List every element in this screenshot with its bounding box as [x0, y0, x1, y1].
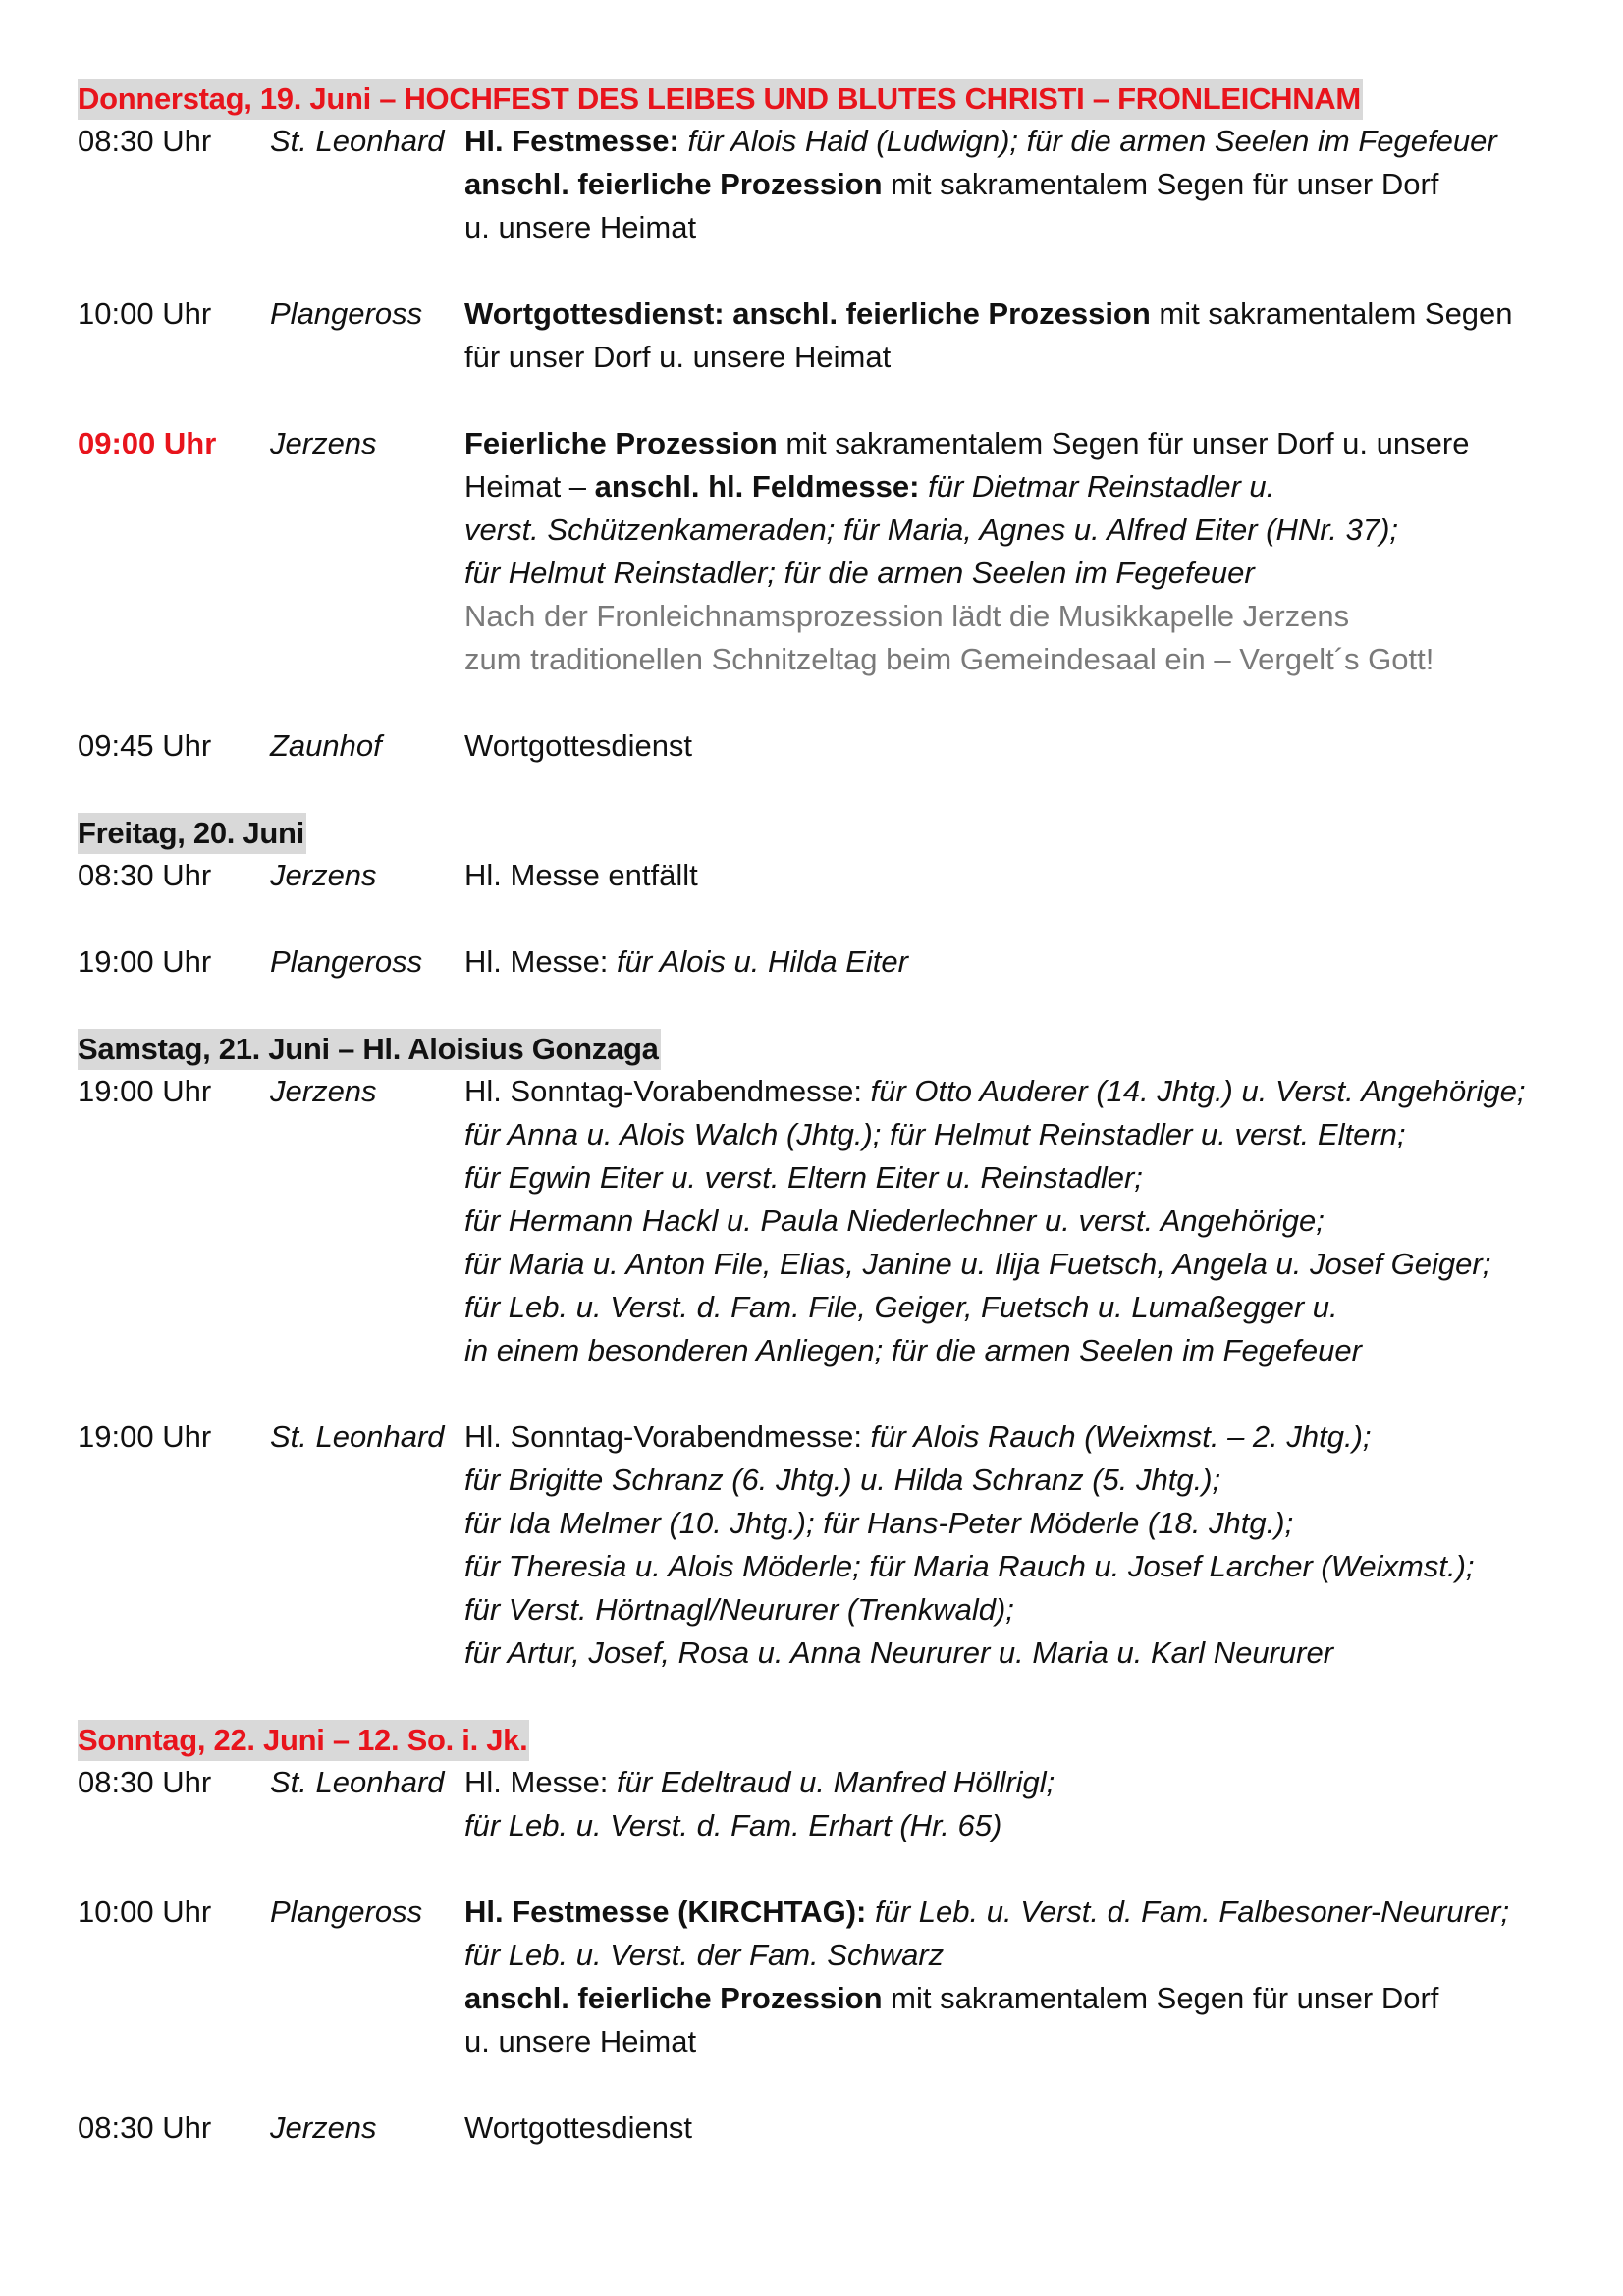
service-entry — [78, 1070, 1590, 1372]
text-segment: anschl. feierliche Prozession — [464, 1981, 883, 2015]
service-time: 08:30 Uhr — [78, 1765, 212, 1799]
text-segment: zum traditionellen Schnitzeltag beim Gemeindesaal ein – Vergelt´s Gott! — [464, 642, 1434, 676]
day-section — [78, 1029, 1590, 1675]
text-segment: für Leb. u. Verst. d. Fam. Erhart (Hr. 65) — [464, 1808, 1002, 1842]
text-segment: Hl. Messe: — [464, 944, 618, 979]
description-line — [464, 552, 1590, 595]
service-entry — [78, 1761, 1590, 1847]
service-location: Jerzens — [270, 426, 377, 460]
text-segment: Hl. Sonntag-Vorabendmesse: — [464, 1419, 871, 1454]
day-header-row — [78, 1029, 1590, 1070]
description-line — [464, 422, 1590, 465]
description-line — [464, 1415, 1590, 1459]
service-entry — [78, 1891, 1590, 2063]
day-header-row — [78, 1720, 1590, 1761]
description-line — [464, 1286, 1590, 1329]
service-location: Jerzens — [270, 2110, 377, 2145]
service-description — [464, 1415, 1590, 1675]
service-location: Jerzens — [270, 1074, 377, 1108]
text-segment — [919, 469, 928, 504]
service-description — [464, 2107, 1590, 2150]
service-entry — [78, 724, 1590, 768]
service-location: Plangeross — [270, 296, 423, 331]
description-line — [464, 638, 1590, 681]
day-section — [78, 1720, 1590, 2150]
schedule-document — [78, 79, 1590, 2195]
text-segment: für Leb. u. Verst. der Fam. Schwarz — [464, 1938, 945, 1972]
text-segment: verst. Schützenkameraden; für Maria, Agnes u. Alfred Eiter (HNr. 37); — [464, 512, 1399, 547]
text-segment: für Alois u. Hilda Eiter — [617, 944, 908, 979]
description-line — [464, 1761, 1590, 1804]
description-line — [464, 120, 1590, 163]
description-line — [464, 854, 1590, 897]
text-segment: für Hermann Hackl u. Paula Niederlechner u. verst. Angehörige; — [464, 1203, 1325, 1238]
text-segment: für Theresia u. Alois Möderle; für Maria Rauch u. Josef Larcher (Weixmst.); — [464, 1549, 1475, 1583]
description-line — [464, 336, 1590, 379]
service-entry — [78, 293, 1590, 379]
description-line — [464, 724, 1590, 768]
service-time: 08:30 Uhr — [78, 124, 212, 158]
text-segment: für Edeltraud u. Manfred Höllrigl; — [617, 1765, 1055, 1799]
service-time: 10:00 Uhr — [78, 296, 212, 331]
text-segment — [866, 1895, 875, 1929]
service-location: St. Leonhard — [270, 124, 445, 158]
description-line — [464, 1243, 1590, 1286]
description-line — [464, 1329, 1590, 1372]
day-section — [78, 79, 1590, 768]
text-segment: Wortgottesdienst: anschl. feierliche Prozession — [464, 296, 1151, 331]
service-location: Plangeross — [270, 944, 423, 979]
description-line — [464, 163, 1590, 206]
service-description — [464, 1070, 1590, 1372]
day-header: Freitag, 20. Juni — [78, 813, 306, 854]
service-location: St. Leonhard — [270, 1419, 445, 1454]
description-line — [464, 206, 1590, 249]
text-segment: für Ida Melmer (10. Jhtg.); für Hans-Peter Möderle (18. Jhtg.); — [464, 1506, 1294, 1540]
text-segment: anschl. feierliche Prozession — [464, 167, 883, 201]
service-location: Plangeross — [270, 1895, 423, 1929]
service-description — [464, 1761, 1590, 1847]
description-line — [464, 1891, 1590, 1934]
text-segment: in einem besonderen Anliegen; für die armen Seelen im Fegefeuer — [464, 1333, 1362, 1367]
text-segment: anschl. hl. Feldmesse: — [594, 469, 920, 504]
description-line — [464, 1070, 1590, 1113]
text-segment: Hl. Festmesse (KIRCHTAG): — [464, 1895, 867, 1929]
description-line — [464, 465, 1590, 508]
day-header: Sonntag, 22. Juni – 12. So. i. Jk. — [78, 1720, 529, 1761]
service-entry — [78, 422, 1590, 681]
text-segment: u. unsere Heimat — [464, 210, 697, 244]
text-segment: für Otto Auderer (14. Jhtg.) u. Verst. Angehörige; — [870, 1074, 1526, 1108]
description-line — [464, 940, 1590, 984]
service-time: 10:00 Uhr — [78, 1895, 212, 1929]
text-segment: für Alois Rauch (Weixmst. – 2. Jhtg.); — [870, 1419, 1372, 1454]
text-segment: für Egwin Eiter u. verst. Eltern Eiter u. Reinstadler; — [464, 1160, 1143, 1195]
service-description — [464, 120, 1590, 249]
day-section — [78, 813, 1590, 984]
text-segment: mit sakramentalem Segen für unser Dorf u. unsere — [777, 426, 1470, 460]
text-segment: Feierliche Prozession — [464, 426, 778, 460]
description-line — [464, 1804, 1590, 1847]
description-line — [464, 1459, 1590, 1502]
service-time: 19:00 Uhr — [78, 1419, 212, 1454]
description-line — [464, 1631, 1590, 1675]
text-segment: mit sakramentalem Segen für unser Dorf — [882, 1981, 1439, 2015]
text-segment: mit sakramentalem Segen für unser Dorf — [882, 167, 1439, 201]
text-segment: für unser Dorf u. unsere Heimat — [464, 340, 892, 374]
description-line — [464, 1934, 1590, 1977]
description-line — [464, 1113, 1590, 1156]
text-segment: mit sakramentalem Segen — [1150, 296, 1513, 331]
service-entry — [78, 854, 1590, 897]
service-location: Zaunhof — [270, 728, 382, 763]
description-line — [464, 1502, 1590, 1545]
text-segment: Wortgottesdienst — [464, 2110, 693, 2145]
text-segment: Hl. Festmesse: — [464, 124, 679, 158]
description-line — [464, 1156, 1590, 1200]
text-segment: Wortgottesdienst — [464, 728, 693, 763]
text-segment: für Alois Haid (Ludwign); für die armen Seelen im Fegefeuer — [687, 124, 1497, 158]
text-segment: für Helmut Reinstadler; für die armen Seelen im Fegefeuer — [464, 556, 1255, 590]
day-header-row — [78, 813, 1590, 854]
day-header: Donnerstag, 19. Juni – HOCHFEST DES LEIBES UND BLUTES CHRISTI – FRONLEICHNAM — [78, 79, 1363, 120]
text-segment: für Leb. u. Verst. d. Fam. Falbesoner-Neururer; — [875, 1895, 1510, 1929]
service-time: 08:30 Uhr — [78, 858, 212, 892]
text-segment: Hl. Messe entfällt — [464, 858, 698, 892]
service-description — [464, 293, 1590, 379]
service-description — [464, 854, 1590, 897]
service-time: 08:30 Uhr — [78, 2110, 212, 2145]
description-line — [464, 2107, 1590, 2150]
text-segment: für Brigitte Schranz (6. Jhtg.) u. Hilda Schranz (5. Jhtg.); — [464, 1463, 1221, 1497]
text-segment: für Leb. u. Verst. d. Fam. File, Geiger, Fuetsch u. Lumaßegger u. — [464, 1290, 1338, 1324]
description-line — [464, 1200, 1590, 1243]
text-segment: für Dietmar Reinstadler u. — [928, 469, 1275, 504]
service-description — [464, 940, 1590, 984]
text-segment: für Verst. Hörtnagl/Neururer (Trenkwald); — [464, 1592, 1014, 1627]
description-line — [464, 595, 1590, 638]
service-time: 09:00 Uhr — [78, 426, 217, 460]
service-time: 19:00 Uhr — [78, 1074, 212, 1108]
description-line — [464, 2020, 1590, 2063]
service-time: 19:00 Uhr — [78, 944, 212, 979]
text-segment: Hl. Messe: — [464, 1765, 618, 1799]
text-segment: Nach der Fronleichnamsprozession lädt die Musikkapelle Jerzens — [464, 599, 1350, 633]
text-segment: u. unsere Heimat — [464, 2024, 697, 2058]
text-segment: für Artur, Josef, Rosa u. Anna Neururer u. Maria u. Karl Neururer — [464, 1635, 1334, 1670]
text-segment: Hl. Sonntag-Vorabendmesse: — [464, 1074, 871, 1108]
description-line — [464, 293, 1590, 336]
service-description — [464, 1891, 1590, 2063]
text-segment: für Anna u. Alois Walch (Jhtg.); für Helmut Reinstadler u. verst. Eltern; — [464, 1117, 1406, 1151]
text-segment: Heimat – — [464, 469, 595, 504]
description-line — [464, 508, 1590, 552]
service-location: Jerzens — [270, 858, 377, 892]
day-header-row — [78, 79, 1590, 120]
service-entry — [78, 1415, 1590, 1675]
service-entry — [78, 120, 1590, 249]
day-header: Samstag, 21. Juni – Hl. Aloisius Gonzaga — [78, 1029, 661, 1070]
service-location: St. Leonhard — [270, 1765, 445, 1799]
description-line — [464, 1588, 1590, 1631]
text-segment: für Maria u. Anton File, Elias, Janine u. Ilija Fuetsch, Angela u. Josef Geiger; — [464, 1247, 1491, 1281]
service-time: 09:45 Uhr — [78, 728, 212, 763]
description-line — [464, 1545, 1590, 1588]
service-entry — [78, 2107, 1590, 2150]
service-description — [464, 422, 1590, 681]
service-entry — [78, 940, 1590, 984]
service-description — [464, 724, 1590, 768]
description-line — [464, 1977, 1590, 2020]
